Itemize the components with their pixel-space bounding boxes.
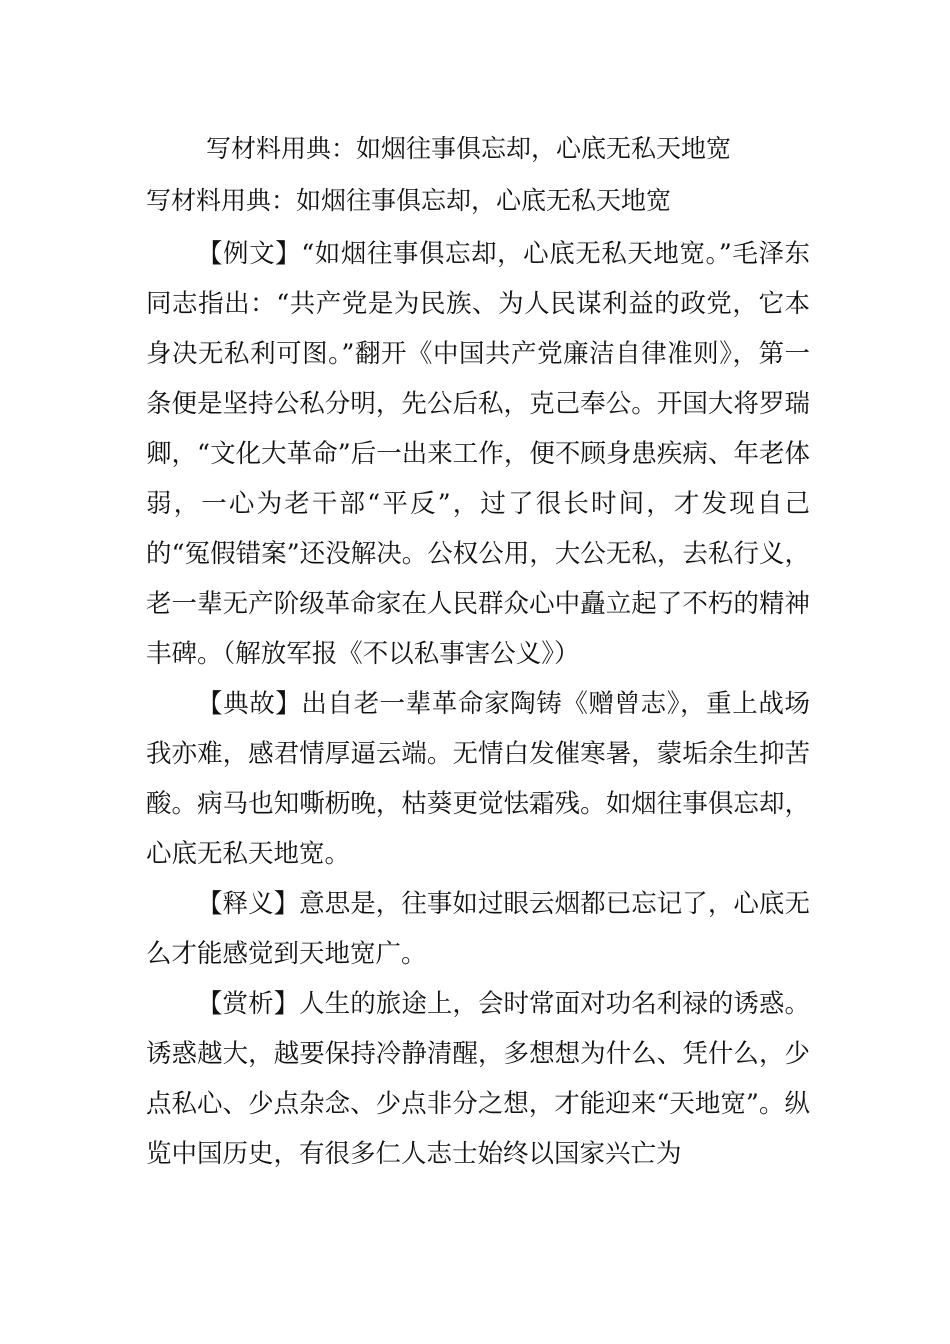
paragraph-tag: 【赏析】 <box>197 989 300 1019</box>
paragraph-tag: 【例文】 <box>197 239 302 269</box>
paragraph-text: “如烟往事俱忘却，心底无私天地宽。”毛泽东同志指出：“共产党是为民族、为人民谋利益的政党，它本身决无私利可图。”翻开《中国共产党廉洁自律准则》，第一条便是坚持公私分明，先公后私，克己奉公。开国大将罗瑞卿，“文化大革命”后一出来工作，便不顾身患疾病、年老体弱，一心为老干部“平反”，过了很长时间，才发现自己的“冤假错案”还没解决。公权公用，大公无私，去私行义，老一辈无产阶级革命家在人民群众心中矗立起了不朽的精神丰碑。（解放军报《不以私事害公义》） <box>146 239 810 669</box>
document-subtitle: 写材料用典：如烟往事俱忘却，心底无私天地宽 <box>146 186 672 215</box>
paragraph-meaning <box>146 879 810 979</box>
paragraph-text: 意思是，往事如过眼云烟都已忘记了，心底无么才能感觉到天地宽广。 <box>146 889 810 969</box>
paragraph-text: 出自老一辈革命家陶铸《赠曾志》，重上战场我亦难，感君情厚逼云端。无情白发催寒暑，蒙垢余生抑苦酸。病马也知嘶枥晚，枯葵更觉怯霜残。如烟往事俱忘却，心底无私天地宽。 <box>146 689 810 869</box>
paragraph-example <box>146 229 810 679</box>
document-title: 写材料用典：如烟往事俱忘却，心底无私天地宽 <box>206 134 732 163</box>
paragraph-allusion <box>146 679 810 879</box>
paragraph-tag: 【释义】 <box>197 889 300 919</box>
paragraph-appreciation <box>146 979 810 1179</box>
paragraph-tag: 【典故】 <box>197 689 302 719</box>
paragraph-text: 人生的旅途上，会时常面对功名利禄的诱惑。诱惑越大，越要保持冷静清醒，多想想为什么、凭什么，少点私心、少点杂念、少点非分之想，才能迎来“天地宽”。纵览中国历史，有很多仁人志士始终以国家兴亡为 <box>146 989 810 1169</box>
document-body <box>146 229 810 1179</box>
